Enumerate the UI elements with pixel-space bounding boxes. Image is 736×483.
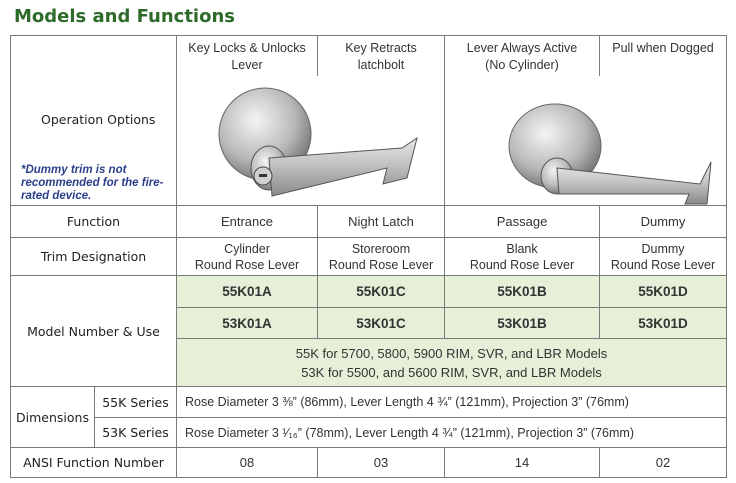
model-usage-note: 55K for 5700, 5800, 5900 RIM, SVR, and LBR Models 53K for 5500, and 5600 RIM, SVR, and LBR Models xyxy=(177,339,727,387)
passage-lever-image xyxy=(445,76,727,206)
model-53k-value: 53K01C xyxy=(318,308,445,339)
ansi-value: 14 xyxy=(445,448,600,478)
keyed-lever-image xyxy=(177,76,445,206)
trim-value: Cylinder Round Rose Lever xyxy=(177,238,318,276)
model-55k-value: 55K01A xyxy=(177,276,318,308)
ansi-value: 08 xyxy=(177,448,318,478)
model-53k-value: 53K01B xyxy=(445,308,600,339)
function-value: Entrance xyxy=(177,206,318,238)
model-55k-value: 55K01C xyxy=(318,276,445,308)
dimensions-53k-text: Rose Diameter 3 ¹⁄₁₆” (78mm), Lever Length 4 ¾” (121mm), Projection 3” (76mm) xyxy=(177,418,727,448)
model-53k-value: 53K01D xyxy=(600,308,727,339)
operation-option-3: Lever Always Active (No Cylinder) xyxy=(445,36,600,76)
ansi-value: 03 xyxy=(318,448,445,478)
operation-option-1: Key Locks & Unlocks Lever xyxy=(177,36,318,76)
trim-value: Blank Round Rose Lever xyxy=(445,238,600,276)
trim-value: Dummy Round Rose Lever xyxy=(600,238,727,276)
operation-option-2: Key Retracts latchbolt xyxy=(318,36,445,76)
model-55k-value: 55K01B xyxy=(445,276,600,308)
dimensions-53k-label: 53K Series xyxy=(95,418,177,448)
ansi-value: 02 xyxy=(600,448,727,478)
ansi-function-label: ANSI Function Number xyxy=(11,448,177,478)
dimensions-55k-label: 55K Series xyxy=(95,387,177,418)
page-title: Models and Functions xyxy=(14,6,236,27)
function-value: Dummy xyxy=(600,206,727,238)
model-number-label: Model Number & Use xyxy=(11,276,177,387)
trim-value: Storeroom Round Rose Lever xyxy=(318,238,445,276)
function-label: Function xyxy=(11,206,177,238)
operation-options-label: Operation Options xyxy=(41,112,156,127)
model-53k-value: 53K01A xyxy=(177,308,318,339)
models-functions-table xyxy=(10,35,727,478)
dimensions-label: Dimensions xyxy=(11,387,95,448)
operation-options-cell xyxy=(11,36,177,206)
dummy-trim-note: *Dummy trim is not recommended for the fire-rated device. xyxy=(21,164,164,202)
trim-designation-label: Trim Designation xyxy=(11,238,177,276)
function-value: Night Latch xyxy=(318,206,445,238)
operation-option-4: Pull when Dogged xyxy=(600,36,727,76)
model-55k-value: 55K01D xyxy=(600,276,727,308)
function-value: Passage xyxy=(445,206,600,238)
dimensions-55k-text: Rose Diameter 3 ⅜” (86mm), Lever Length 4 ¾” (121mm), Projection 3” (76mm) xyxy=(177,387,727,418)
